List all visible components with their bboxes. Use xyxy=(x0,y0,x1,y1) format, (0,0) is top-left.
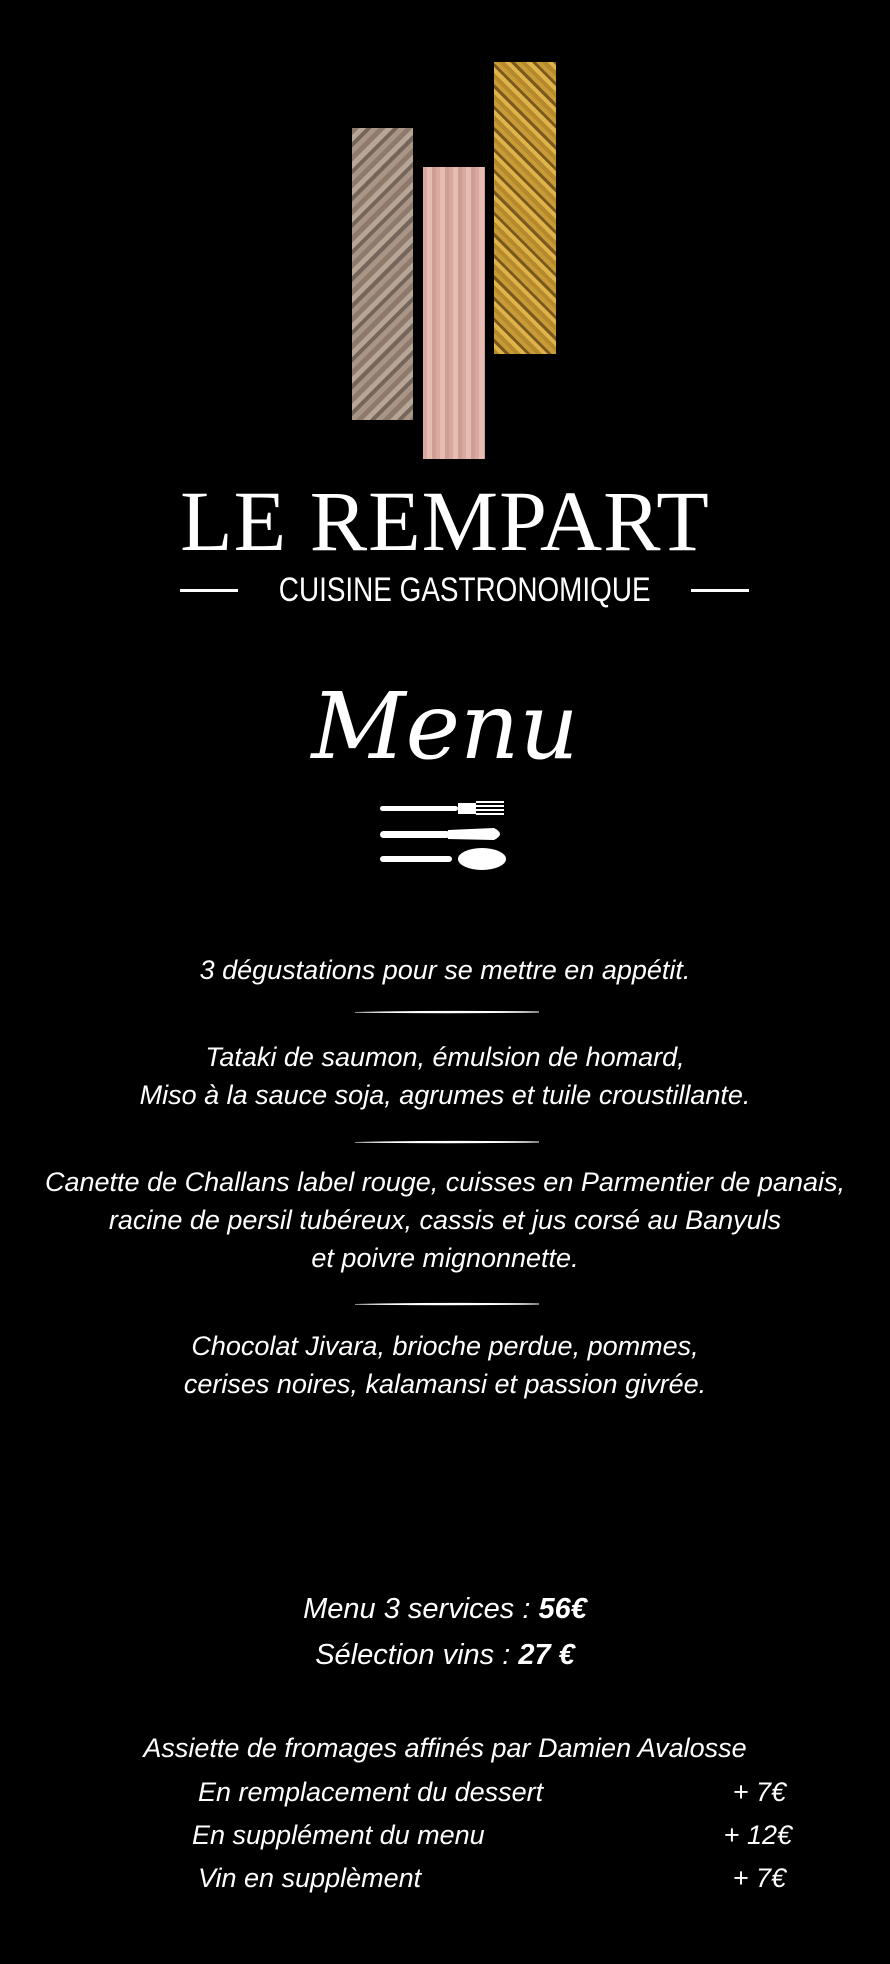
cheese-option-price: + 12€ xyxy=(723,1820,792,1850)
course-main xyxy=(0,1163,890,1277)
cheese-title: Assiette de fromages affinés par Damien Avalosse xyxy=(143,1733,747,1763)
course-line: Tataki de saumon, émulsion de homard, xyxy=(205,1042,685,1072)
course-line: Miso à la sauce soja, agrumes et tuile croustillante. xyxy=(139,1080,751,1110)
course-line: Chocolat Jivara, brioche perdue, pommes, xyxy=(191,1331,699,1361)
restaurant-name: LE REMPART xyxy=(180,473,710,569)
course-amuse-bouche xyxy=(0,951,890,989)
cutlery-icon xyxy=(376,796,508,874)
course-divider xyxy=(355,1302,539,1306)
fork-icon xyxy=(380,801,504,815)
course-line: 3 dégustations pour se mettre en appétit. xyxy=(199,955,691,985)
logo-bars xyxy=(352,62,556,460)
tagline xyxy=(180,570,720,610)
course-starter xyxy=(0,1038,890,1114)
menu-price-label: Menu 3 services : xyxy=(303,1593,539,1625)
course-divider xyxy=(355,1140,539,1144)
menu-price-value: 56€ xyxy=(538,1593,587,1625)
wine-price-value: 27 € xyxy=(518,1639,575,1671)
menu-price xyxy=(0,1586,890,1632)
course-line: cerises noires, kalamansi et passion givrée. xyxy=(183,1369,707,1399)
cheese-option-label: Vin en supplèment xyxy=(198,1863,422,1893)
wine-price-label: Sélection vins : xyxy=(315,1639,519,1671)
cheese-option-price: + 7€ xyxy=(732,1777,786,1807)
tagline-rule-left xyxy=(180,589,238,592)
menu-heading xyxy=(0,670,890,780)
tagline-rule-right xyxy=(691,589,749,592)
spoon-icon xyxy=(380,848,506,870)
cheese-option-price: + 7€ xyxy=(732,1863,786,1893)
course-line: racine de persil tubéreux, cassis et jus corsé au Banyuls xyxy=(108,1205,782,1235)
wine-price xyxy=(0,1632,890,1678)
knife-icon xyxy=(380,828,500,840)
cheese-option-label: En supplément du menu xyxy=(192,1820,485,1850)
course-dessert xyxy=(0,1327,890,1403)
course-divider xyxy=(355,1010,539,1014)
tagline-text: CUISINE GASTRONOMIQUE xyxy=(278,570,651,609)
course-line: Canette de Challans label rouge, cuisses en Parmentier de panais, xyxy=(45,1167,845,1197)
menu-heading-text: Menu xyxy=(311,673,579,780)
cheese-option-label: En remplacement du dessert xyxy=(198,1777,544,1807)
logo-bar-gold xyxy=(494,62,556,354)
logo-bar-pink xyxy=(423,167,485,459)
course-line: et poivre mignonnette. xyxy=(311,1243,579,1273)
logo-bar-taupe xyxy=(352,128,413,420)
